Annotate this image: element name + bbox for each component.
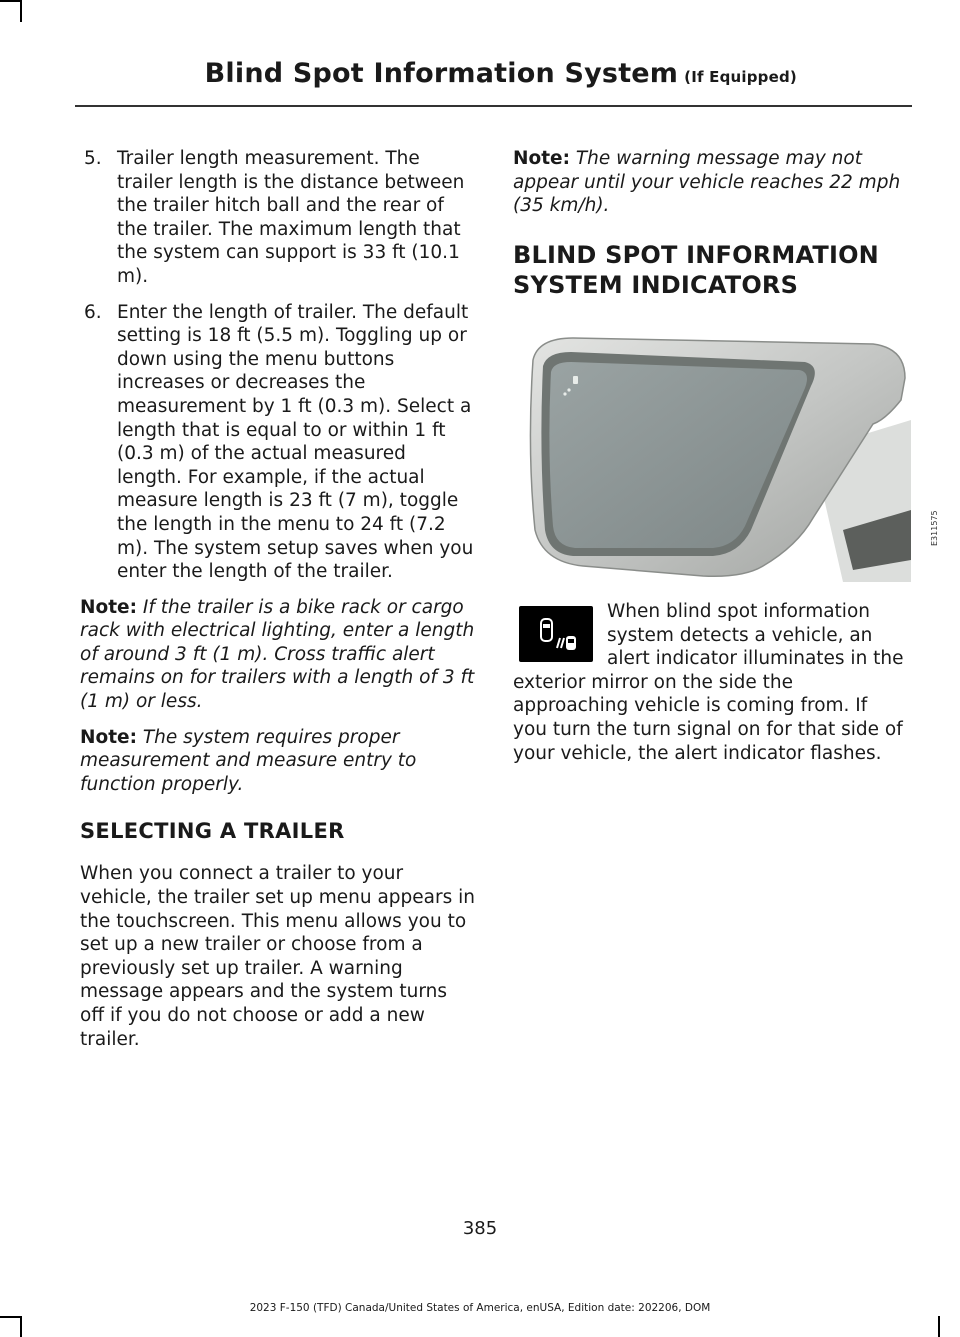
header-subtitle: (If Equipped) xyxy=(684,68,797,86)
left-column xyxy=(80,147,476,1063)
note-paragraph xyxy=(80,596,476,714)
right-paragraph xyxy=(513,600,907,765)
note-label: Note: xyxy=(80,726,137,748)
note-label: Note: xyxy=(80,596,137,618)
page-number: 385 xyxy=(462,1218,498,1239)
note-text: The system requires proper measurement and measure entry to function properly. xyxy=(80,726,417,795)
step-number: 6. xyxy=(84,301,102,323)
section-heading xyxy=(513,240,907,300)
section-paragraph: When you connect a trailer to your vehicle, the trailer set up menu appears in the touchscreen. This menu allows you to set up a new trailer or choose from a previously set up trailer. A warning message appears and the system turns off if you do not choose or add a new trailer. xyxy=(80,863,476,1050)
indicator-description: When blind spot information system detects a vehicle, an alert indicator illuminates in the exterior mirror on the side the approaching vehicle is coming from. If you turn the turn signal on for that side of your vehicle, the alert indicator flashes. xyxy=(513,601,904,764)
note-text: The warning message may not appear until your vehicle reaches 22 mph (35 km/h). xyxy=(513,148,901,217)
steps-list xyxy=(80,147,476,584)
step-text: Trailer length measurement. The trailer length is the distance between the trailer hitch ball and the rear of the trailer. The maximum length that the system can support is 33 ft (10.1 m). xyxy=(117,148,465,287)
footer-edition: 2023 F-150 (TFD) Canada/United States of America, enUSA, Edition date: 202206, DOM xyxy=(249,1302,711,1314)
step-text: Enter the length of trailer. The default setting is 18 ft (5.5 m). Toggling up or down using the menu buttons increases or decreases the measurement by 1 ft (0.3 m). Select a length that is equal to or within 1 ft (0.3 m) of the actual measured length. For example, if the actual measure length is 23 ft (7 m), toggle the length in the menu to 24 ft (7.2 m). The system setup saves when you enter the length of the trailer. xyxy=(117,301,474,583)
header-title: Blind Spot Information System xyxy=(204,58,679,89)
crop-mark-bottom-right-v xyxy=(938,1316,940,1337)
crop-mark-top-left-v xyxy=(20,0,22,22)
note-paragraph xyxy=(80,726,476,797)
note-label: Note: xyxy=(513,148,570,169)
note-paragraph xyxy=(513,147,907,218)
right-column xyxy=(513,147,907,300)
figure-code: E311575 xyxy=(930,510,939,546)
note-text: If the trailer is a bike rack or cargo rack with electrical lighting, enter a length of around 3 ft (1 m). Cross traffic alert remains on for trailers with a length of 3 ft (1 m) or less. xyxy=(80,596,475,713)
page-header xyxy=(205,58,797,89)
side-mirror-image xyxy=(513,330,939,582)
crop-mark-bottom-left xyxy=(0,1316,22,1318)
list-item xyxy=(80,147,476,289)
mirror-illustration xyxy=(513,330,939,582)
step-number: 5. xyxy=(84,148,102,169)
heading-line-2: SYSTEM INDICATORS xyxy=(513,270,799,299)
crop-mark-bottom-left-v xyxy=(20,1316,22,1337)
list-item xyxy=(80,301,476,584)
crop-mark-top-left xyxy=(0,0,22,2)
header-rule xyxy=(75,105,912,107)
heading-line-1: BLIND SPOT INFORMATION xyxy=(513,240,879,269)
section-heading: SELECTING A TRAILER xyxy=(80,819,345,844)
